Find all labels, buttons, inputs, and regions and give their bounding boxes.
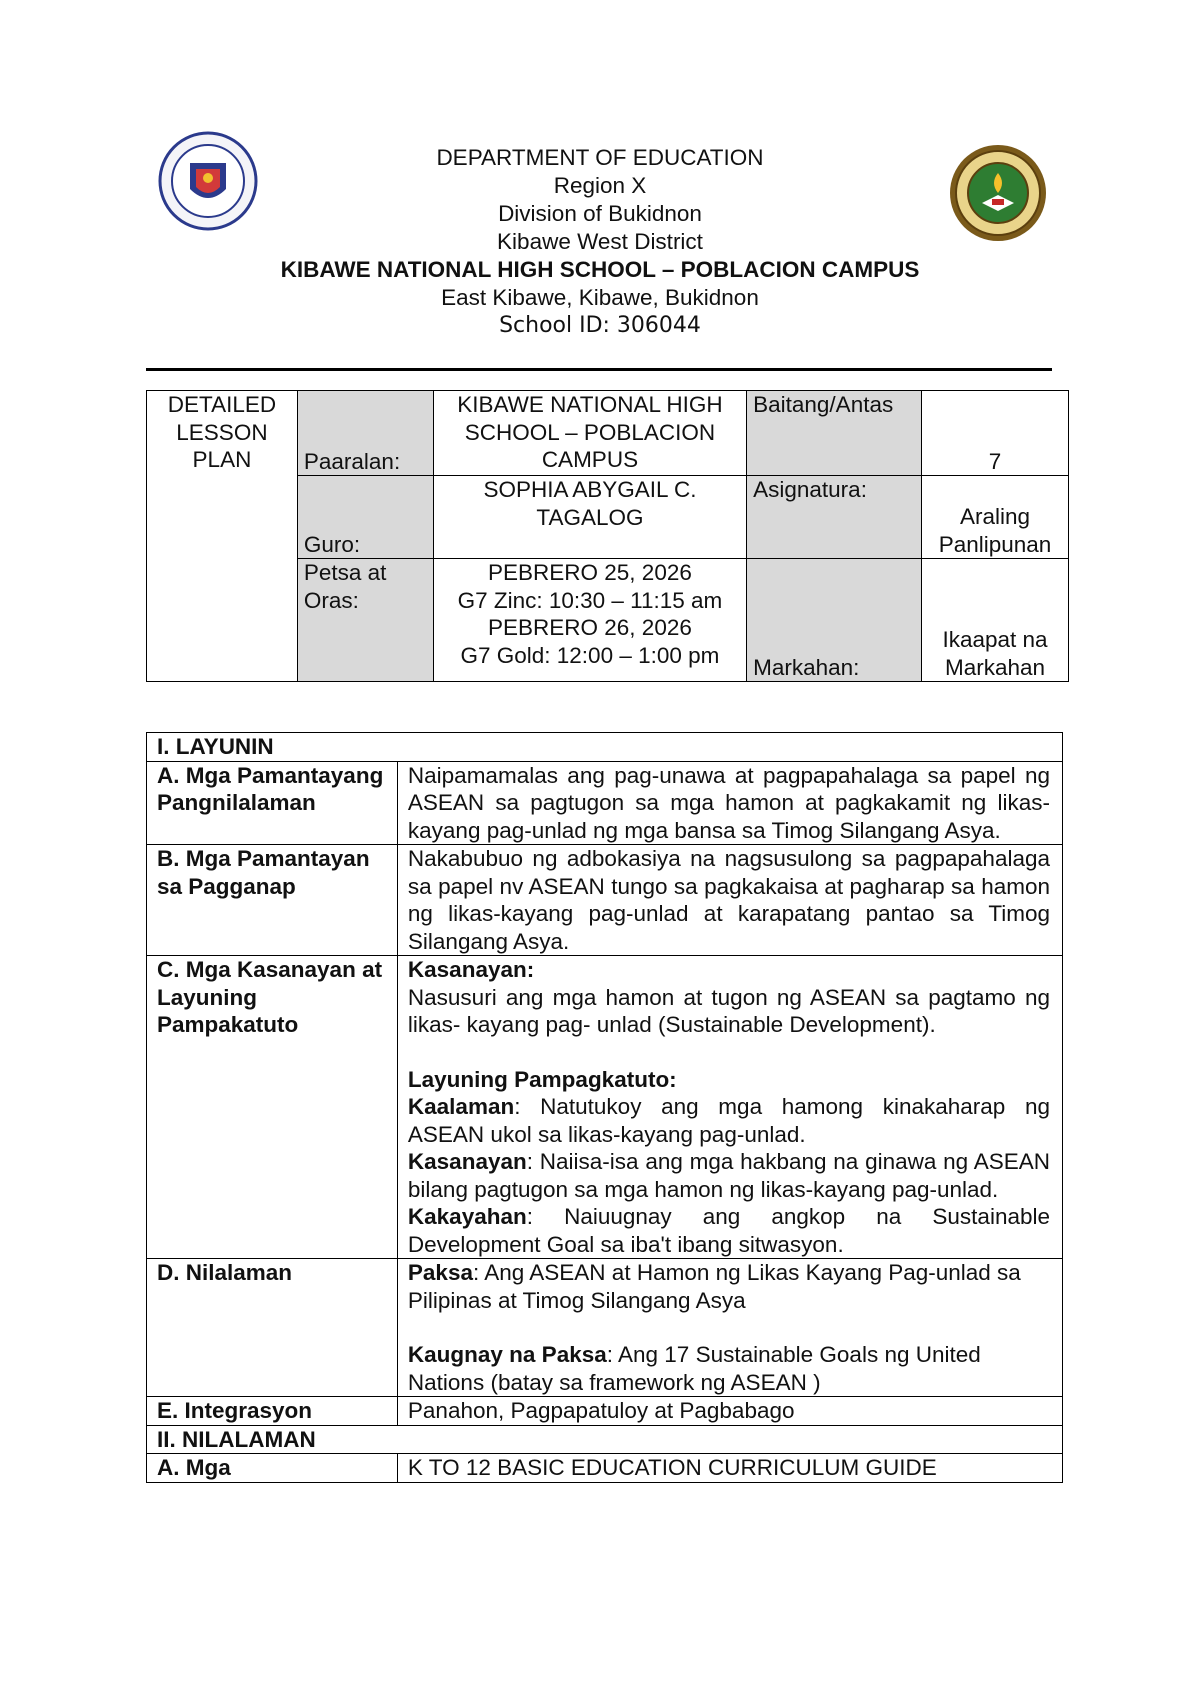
row-c-label: C. Mga Kasanayan at Layuning Pampakatuto — [147, 956, 398, 1259]
row-f-label: A. Mga — [147, 1454, 398, 1483]
kaugnay-item — [408, 1341, 1050, 1396]
baitang-value: 7 — [922, 391, 1069, 476]
school-address: East Kibawe, Kibawe, Bukidnon — [441, 285, 759, 310]
paaralan-value: KIBAWE NATIONAL HIGH SCHOOL – POBLACION CAMPUS — [433, 391, 746, 476]
asignatura-label: Asignatura: — [747, 476, 922, 559]
row-a-value: Naipamamalas ang pag-unawa at pagpapahalaga sa papel ng ASEAN sa pagtugon sa mga hamon at pagkakamit ng likas-kayang pag-unlad ng mga bansa sa Timog Silangang Asya. — [397, 761, 1062, 845]
petsa-line-4: G7 Gold: 12:00 – 1:00 pm — [460, 642, 720, 668]
guro-label: Guro: — [297, 476, 433, 559]
row-d-value — [397, 1259, 1062, 1397]
kasanayan2-heading: Kasanayan — [407, 1149, 527, 1174]
markahan-label: Markahan: — [747, 559, 922, 682]
petsa-line-1: PEBRERO 25, 2026 — [488, 560, 692, 585]
row-b-value: Nakabubuo ng adbokasiya na nagsusulong sa pagpapahalaga sa papel nv ASEAN tungo sa pagkakaisa at pagharap sa hamon ng likas-kayang pag-unlad at karapatang pantao sa Timog Silangang Asya. — [397, 845, 1062, 956]
markahan-value: Ikaapat na Markahan — [922, 559, 1069, 682]
kasanayan-heading: Kasanayan: — [407, 957, 535, 982]
layunin-heading: Layuning Pampagkatuto: — [407, 1066, 677, 1092]
document-header — [200, 144, 1000, 340]
kaalaman-item — [408, 1093, 1050, 1148]
baitang-label: Baitang/Antas — [747, 391, 922, 476]
dlp-title: DETAILED LESSON PLAN — [147, 391, 298, 682]
row-d-label: D. Nilalaman — [147, 1259, 398, 1397]
row-c-value — [397, 956, 1062, 1259]
row-e-value: Panahon, Pagpapatuloy at Pagbabago — [397, 1397, 1062, 1426]
guro-value: SOPHIA ABYGAIL C. TAGALOG — [433, 476, 746, 559]
kakayahan-heading: Kakayahan — [407, 1204, 527, 1229]
kakayahan-text: : Naiuugnay ang angkop na Sustainable Development Goal sa iba't ibang sitwasyon. — [407, 1204, 1050, 1257]
kaalaman-heading: Kaalaman — [407, 1094, 515, 1119]
section-layunin: I. LAYUNIN — [147, 733, 1063, 762]
paksa-text: : Ang ASEAN at Hamon ng Likas Kayang Pag-unlad sa Pilipinas at Timog Silangang Asya — [407, 1260, 1021, 1313]
row-a-label: A. Mga Pamantayang Pangnilalaman — [147, 761, 398, 845]
school-id: School ID: 306044 — [499, 313, 701, 338]
paaralan-label: Paaralan: — [297, 391, 433, 476]
asignatura-value: Araling Panlipunan — [922, 476, 1069, 559]
school-name: KIBAWE NATIONAL HIGH SCHOOL – POBLACION CAMPUS — [280, 257, 920, 282]
petsa-value — [433, 559, 746, 682]
petsa-line-3: PEBRERO 26, 2026 — [488, 615, 692, 640]
kaugnay-heading: Kaugnay na Paksa — [407, 1342, 607, 1367]
region-line: Region X — [553, 173, 647, 198]
petsa-label: Petsa at Oras: — [297, 559, 433, 682]
kakayahan-item — [408, 1203, 1050, 1258]
row-f-value: K TO 12 BASIC EDUCATION CURRICULUM GUIDE — [397, 1454, 1062, 1483]
lesson-info-table — [146, 390, 1069, 682]
row-e-label: E. Integrasyon — [147, 1397, 398, 1426]
kasanayan-item — [408, 1148, 1050, 1203]
paksa-item — [408, 1259, 1050, 1314]
lesson-plan-table — [146, 732, 1063, 1483]
paksa-heading: Paksa — [407, 1260, 473, 1285]
kaugnay-text: : Ang 17 Sustainable Goals ng United Nations (batay sa framework ng ASEAN ) — [407, 1342, 981, 1395]
district-line: Kibawe West District — [497, 229, 703, 254]
kaalaman-text: : Natutukoy ang mga hamong kinakaharap ng ASEAN ukol sa likas-kayang pag-unlad. — [407, 1094, 1050, 1147]
kasanayan-text: Nasusuri ang mga hamon at tugon ng ASEAN sa pagtamo ng likas- kayang pag- unlad (Sustainable Development). — [407, 984, 1050, 1037]
division-line: Division of Bukidnon — [498, 201, 702, 226]
petsa-line-2: G7 Zinc: 10:30 – 11:15 am — [457, 587, 723, 613]
row-b-label: B. Mga Pamantayan sa Pagganap — [147, 845, 398, 956]
kasanayan2-text: : Naiisa-isa ang mga hakbang na ginawa ng ASEAN bilang pagtugon sa mga hamon ng likas-kayang pag-unlad. — [407, 1149, 1050, 1202]
header-divider — [146, 368, 1052, 371]
section-nilalaman: II. NILALAMAN — [147, 1425, 1063, 1454]
department-line: DEPARTMENT OF EDUCATION — [436, 145, 764, 170]
